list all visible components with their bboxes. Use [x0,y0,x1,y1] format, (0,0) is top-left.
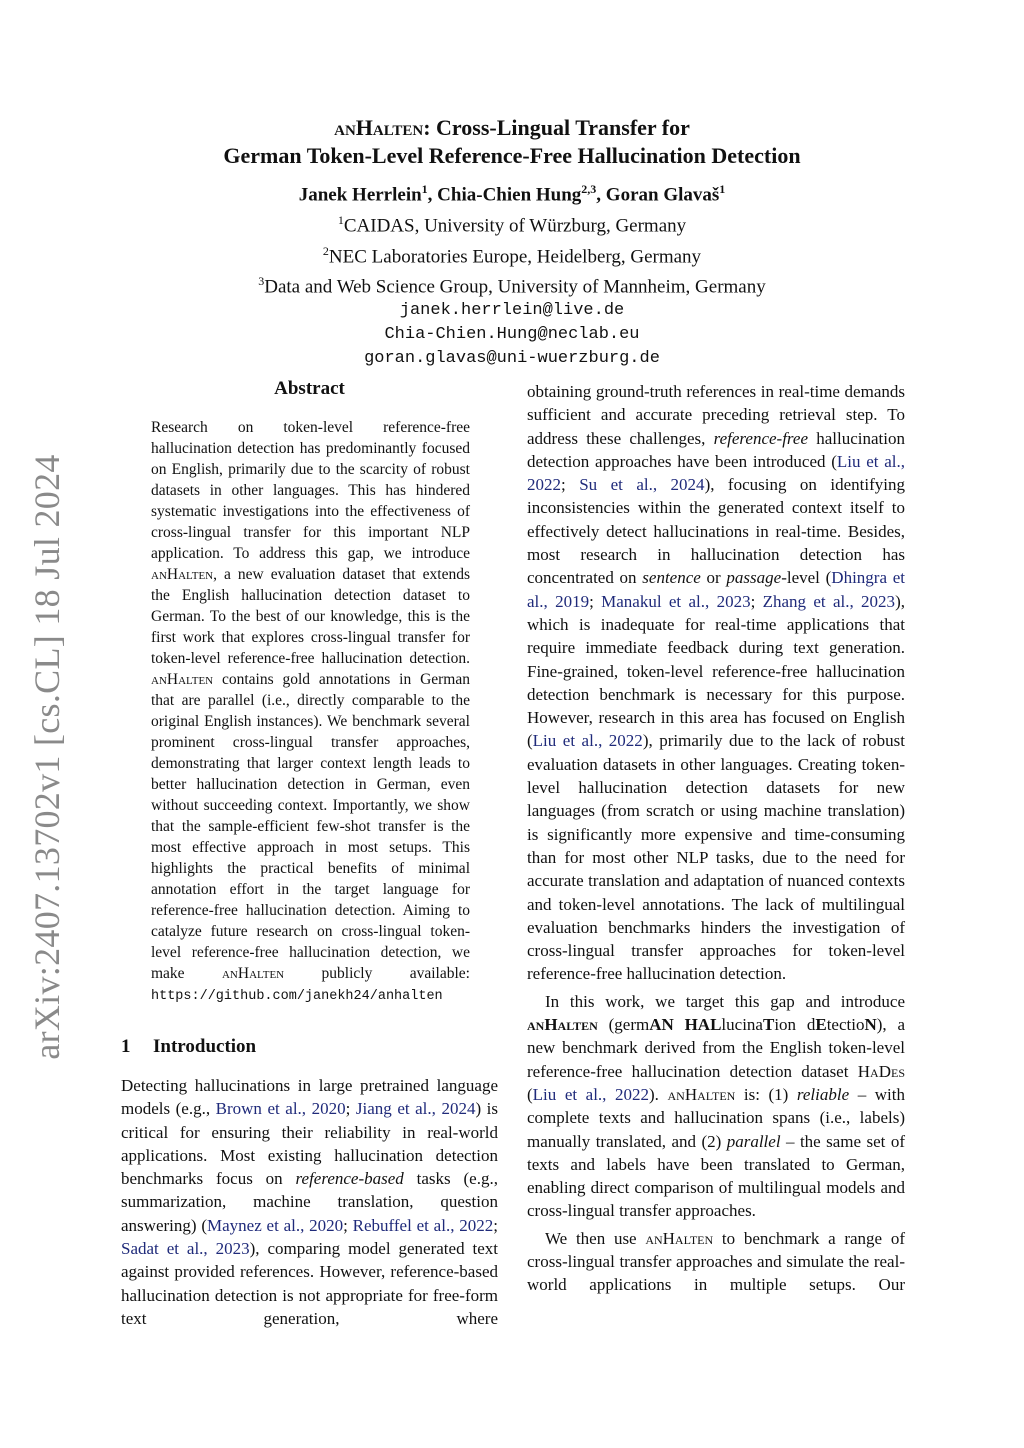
author-list: Janek Herrlein$^1$, Chia-Chien Hung$^{2,3}$, Goran Glavaš$^1$ [298,182,726,206]
citation-link[interactable]: Liu et al., 2022 [527,451,905,495]
author-name: Janek Herrlein [298,184,422,206]
author-name: Goran Glavaš [605,184,720,206]
abstract-body: Research on token-level reference-free hallucination detection has predominantly focused on English, primarily due to the scarcity of robust datasets in other languages. This has hindered systematic investigations into the effectiveness of cross-lingual transfer for this important NLP application. To address this gap, we introduce anHalten, a new evaluation dataset that extends the English hallucination detection dataset to German. To the best of our knowledge, this is the first work that explores cross-lingual transfer for token-level reference-free hallucination detection. anHalten contains gold annotations in German that are parallel (i.e., directly comparable to the original English instances). We benchmark several prominent cross-lingual transfer approaches, demonstrating that larger context length leads to better hallucination detection in German, even without succeeding context. Importantly, we show that the sample-efficient few-shot transfer is the most effective approach in most setups. This highlights the practical benefits of minimal annotation effort in the target language for reference-free hallucination detection. Aiming to catalyze future research on cross-lingual token-level reference-free hallucination detection, we make anHalten publicly available: https://github.com/janekh24/anhalten [151,419,470,1004]
section-number: 1 [121,1036,131,1057]
email-2[interactable]: Chia-Chien.Hung@neclab.eu [384,325,640,345]
citation-link[interactable]: Zhang et al., 2023 [762,591,896,611]
author-name: Chia-Chien Hung [437,184,582,206]
github-link[interactable]: https://github.com/janekh24/anhalten [151,989,443,1004]
intro-paragraph-1-part-2: obtaining ground-truth references in real-time demands sufficient and accurate preceding retrieval step. To address these challenges, reference-free hallucination detection approaches have been introduced (Liu et al., 2022; Su et al., 2024), focusing on identifying inconsistencies within the generated context itself to effectively detect hallucinations in real-time. Besides, most research in hallucination detection has concentrated on sentence or passage-level (Dhingra et al., 2019; Manakul et al., 2023; Zhang et al., 2023), which is inadequate for real-time applications that require immediate feedback during text generation. Fine-grained, token-level reference-free hallucination detection benchmark is necessary for this purpose. However, research in this area has focused on English (Liu et al., 2022), primarily due to the lack of robust evaluation datasets in other languages. Creating token-level hallucination detection datasets for new languages (from scratch or using machine translation) is significantly more expensive and time-consuming than for most other NLP tasks, due to the need for accurate translation and adaptation of nuanced contexts and token-level annotations. The lack of multilingual evaluation benchmarks hinders the investigation of cross-lingual transfer approaches for token-level reference-free hallucination detection. [527,382,905,984]
paper-title-line-2: German Token-Level Reference-Free Hallucination Detection [223,143,801,168]
citation-link[interactable]: Manakul et al., 2023 [601,591,751,611]
citation-link[interactable]: Liu et al., 2022 [532,731,643,751]
intro-paragraph-1-part-1: Detecting hallucinations in large pretrained language models (e.g., Brown et al., 2020; Jiang et al., 2024) is critical for ensuring their reliability in real-world applications. Most existing hallucination detection benchmarks focus on reference-based tasks (e.g., summarization, machine translation, question answering) (Maynez et al., 2020; Rebuffel et al., 2022; Sadat et al., 2023), comparing model generated text against provided references. However, reference-based hallucination detection is not appropriate for free-form text generation, where [121,1076,498,1328]
section-heading-introduction [121,1034,498,1060]
citation-link[interactable]: Su et al., 2024 [579,475,705,495]
arxiv-identifier-stamp: arXiv:2407.13702v1 [cs.CL] 18 Jul 2024 [27,454,67,1060]
affiliation: $^1$CAIDAS, University of Würzburg, Germany [337,213,687,237]
section-title: Introduction [153,1036,257,1057]
citation-link[interactable]: Liu et al., 2022 [532,1084,649,1104]
intro-paragraph-3: We then use anHalten to benchmark a range of cross-lingual transfer approaches and simulate the real-world applications in multiple setups. Our [527,1228,905,1295]
citation-link[interactable]: Brown et al., 2020 [215,1099,346,1119]
right-column [527,380,905,1297]
left-column [121,376,498,1330]
affiliation-list [0,208,1024,299]
email-3[interactable]: goran.glavas@uni-wuerzburg.de [364,349,660,369]
citation-link[interactable]: Rebuffel et al., 2022 [352,1215,494,1235]
citation-link[interactable]: Sadat et al., 2023 [121,1239,250,1259]
email-1[interactable]: janek.herrlein@live.de [399,301,625,321]
system-name: anHalten [334,115,424,140]
author-affiliation-marker: 1 [719,182,726,196]
author-affiliation-marker: 1 [421,182,428,196]
intro-paragraph-2: In this work, we target this gap and introduce anHalten (germAN HALlucinaTion dEtectioN), a new benchmark derived from the English token-level reference-free hallucination detection dataset HaDes (Liu et al., 2022). anHalten is: (1) reliable – with complete texts and hallucination spans (i.e., labels) manually translated, and (2) parallel – the same set of texts and labels have been translated to German, enabling direct comparison of multilingual models and cross-lingual transfer approaches. [527,991,905,1221]
abstract-heading: Abstract [274,378,345,399]
author-affiliation-marker: 2,3 [581,182,597,196]
citation-link[interactable]: Jiang et al., 2024 [355,1099,476,1119]
affiliation: $^2$NEC Laboratories Europe, Heidelberg, Germany [322,243,702,267]
paper-title-line-1 [0,114,1024,142]
affiliation: $^3$Data and Web Science Group, University of Mannheim, Germany [258,273,766,298]
citation-link[interactable]: Maynez et al., 2020 [206,1215,344,1235]
citation-link[interactable]: Dhingra et al., 2019 [527,568,905,611]
paper-header [0,114,1024,371]
title-line-1-rest: : Cross-Lingual Transfer for [423,115,690,140]
